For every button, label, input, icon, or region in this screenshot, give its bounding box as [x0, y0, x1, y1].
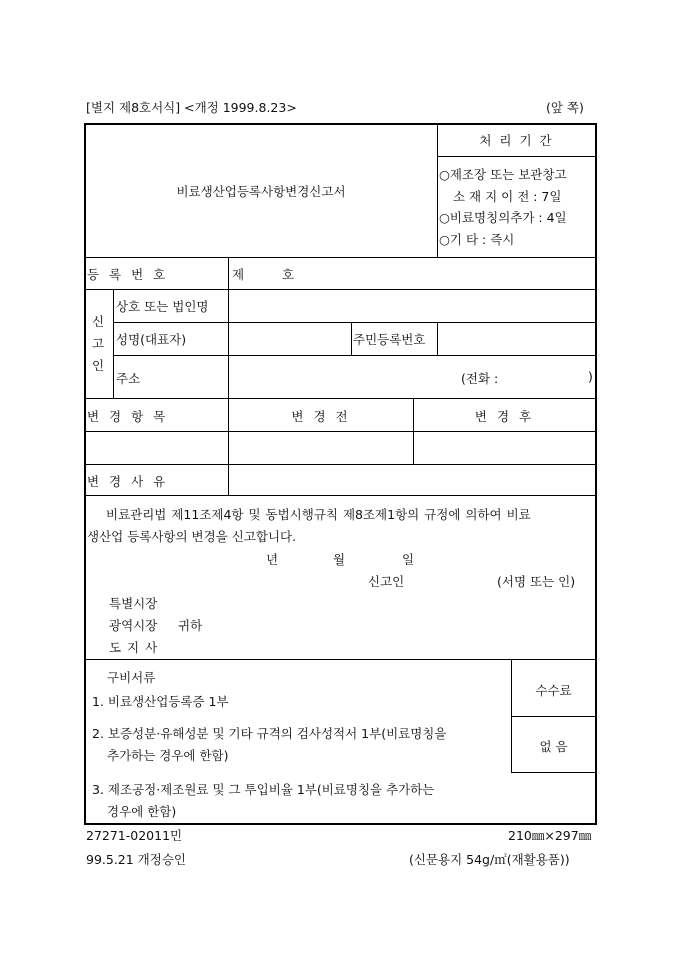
form-number: [별지 제8호서식] <개정 1999.8.23>: [86, 100, 297, 115]
document-item: 3. 제조공정·제조원료 및 그 투입비율 1부(비료명칭을 추가하는: [92, 782, 435, 797]
documents-heading: 구비서류: [107, 670, 156, 685]
document-item: 2. 보증성분·유해성분 및 기타 규격의 검사성적서 1부(비료명칭을: [92, 726, 447, 741]
phone-close: ): [588, 369, 593, 384]
form-title: 비료생산업등록사항변경신고서: [176, 184, 346, 199]
date-month: 월: [333, 552, 346, 567]
change-item-field[interactable]: [88, 435, 225, 461]
document-item: 경우에 한함): [107, 804, 177, 819]
before-field[interactable]: [232, 435, 410, 461]
processing-line: 소 재 지 이 전 : 7일: [453, 189, 562, 204]
recipient: 도 지 사: [109, 640, 159, 655]
address-label: 주소: [116, 371, 141, 386]
paper-size: 210㎜×297㎜: [508, 828, 592, 843]
applicant-label: 인: [92, 358, 105, 373]
registration-suffix: 호: [282, 267, 295, 282]
date-year: 년: [266, 552, 279, 567]
before-label: 변 경 전: [291, 409, 351, 424]
honorific: 귀하: [178, 618, 203, 633]
rrn-field[interactable]: [441, 326, 592, 352]
after-label: 변 경 후: [474, 409, 535, 424]
reason-field[interactable]: [232, 468, 592, 492]
registration-label: 등 록 번 호: [87, 267, 169, 282]
processing-line: ○비료명칭의추가 : 4일: [439, 210, 567, 225]
representative-label: 성명(대표자): [116, 332, 187, 347]
recipient: 특별시장: [109, 596, 158, 611]
representative-field[interactable]: [232, 326, 347, 352]
approval-date: 99.5.21 개정승인: [86, 852, 186, 867]
after-field[interactable]: [417, 435, 592, 461]
declarant-label: 신고인: [368, 574, 405, 589]
address-field[interactable]: [232, 360, 452, 394]
registration-number-field[interactable]: [300, 261, 590, 285]
page-side: (앞 쪽): [546, 100, 584, 115]
fee-label: 수수료: [535, 683, 572, 698]
declaration-text: 비료관리법 제11조제4항 및 동법시행규칙 제8조제1항의 규정에 의하여 비료: [106, 507, 531, 522]
applicant-label: 고: [92, 336, 105, 351]
document-item: 추가하는 경우에 한함): [107, 748, 229, 763]
reason-label: 변 경 사 유: [87, 474, 169, 489]
form-code: 27271-02011민: [86, 828, 183, 843]
processing-line: ○제조장 또는 보관창고: [439, 167, 567, 182]
phone-label: (전화 :: [461, 371, 499, 386]
signature-label: (서명 또는 인): [497, 574, 576, 589]
paper-spec: (신문용지 54g/㎡(재활용품)): [409, 852, 570, 867]
registration-prefix: 제: [232, 267, 245, 282]
fee-value: 없 음: [539, 739, 568, 754]
recipient: 광역시장: [109, 618, 158, 633]
change-item-label: 변 경 항 목: [87, 409, 169, 424]
rrn-label: 주민등록번호: [353, 332, 426, 347]
declaration-text: 생산업 등록사항의 변경을 신고합니다.: [87, 529, 297, 544]
processing-heading: 처 리 기 간: [479, 133, 554, 148]
applicant-label: 신: [92, 314, 105, 329]
business-name-field[interactable]: [232, 293, 592, 319]
date-day: 일: [402, 552, 415, 567]
processing-line: ○기 타 : 즉시: [439, 232, 515, 247]
business-name-label: 상호 또는 법인명: [116, 299, 209, 314]
document-item: 1. 비료생산업등록증 1부: [92, 694, 229, 709]
